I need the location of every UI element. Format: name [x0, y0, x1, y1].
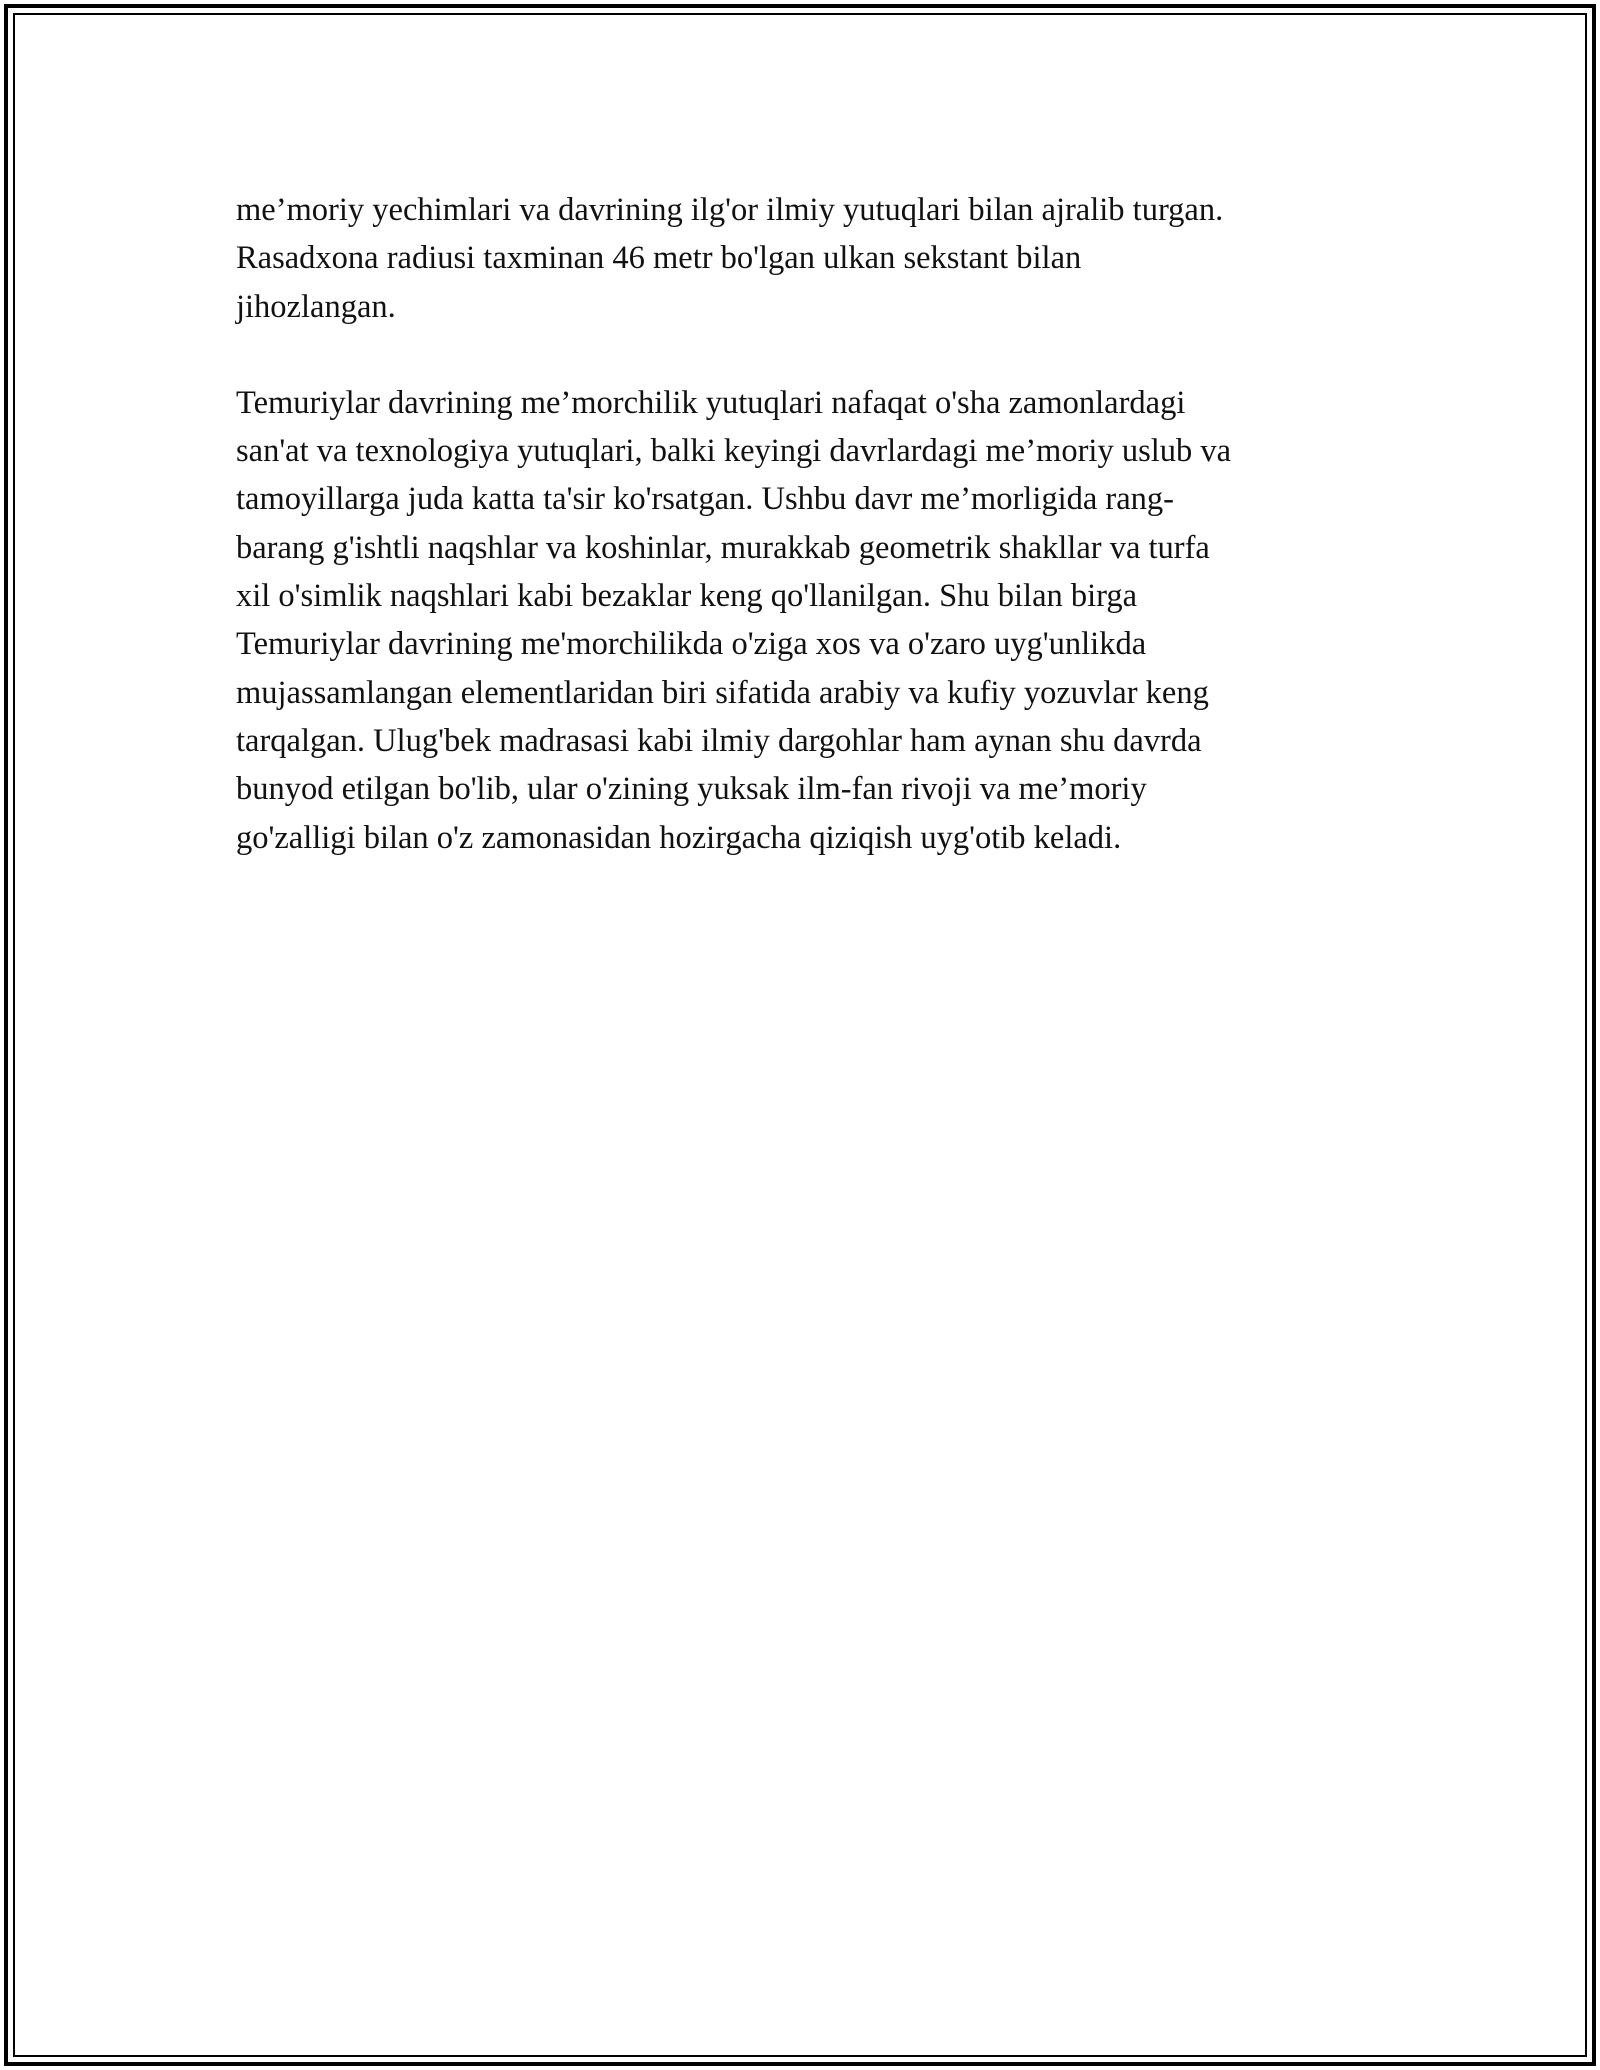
paragraph-2: [236, 379, 1366, 862]
paragraph-1: [236, 186, 1366, 331]
text-line: bunyod etilgan bo'lib, ular o'zining yuksak ilm-fan rivoji va me’moriy: [236, 771, 1147, 808]
text-line: go'zalligi bilan o'z zamonasidan hozirgacha qiziqish uyg'otib keladi.: [236, 819, 1122, 856]
text-line: Temuriylar davrining me’morchilik yutuqlari nafaqat o'sha zamonlardagi: [236, 384, 1186, 421]
text-line: san'at va texnologiya yutuqlari, balki keyingi davrlardagi me’moriy uslub va: [236, 433, 1232, 470]
text-line: tamoyillarga juda katta ta'sir ko'rsatgan. Ushbu davr me’morligida rang-: [236, 481, 1174, 518]
text-line: xil o'simlik naqshlari kabi bezaklar keng qo'llanilgan. Shu bilan birga: [236, 578, 1138, 615]
page-content: [236, 186, 1366, 862]
text-line: barang g'ishtli naqshlar va koshinlar, murakkab geometrik shakllar va turfa: [236, 529, 1210, 566]
text-line: tarqalgan. Ulug'bek madrasasi kabi ilmiy dargohlar ham aynan shu davrda: [236, 722, 1202, 759]
text-line: Temuriylar davrining me'morchilikda o'ziga xos va o'zaro uyg'unlikda: [236, 626, 1147, 663]
text-line: jihozlangan.: [236, 288, 396, 325]
text-line: Rasadxona radiusi taxminan 46 metr bo'lgan ulkan sekstant bilan: [236, 240, 1082, 277]
text-line: mujassamlangan elementlaridan biri sifatida arabiy va kufiy yozuvlar keng: [236, 674, 1209, 711]
text-line: me’moriy yechimlari va davrining ilg'or ilmiy yutuqlari bilan ajralib turgan.: [236, 192, 1224, 228]
